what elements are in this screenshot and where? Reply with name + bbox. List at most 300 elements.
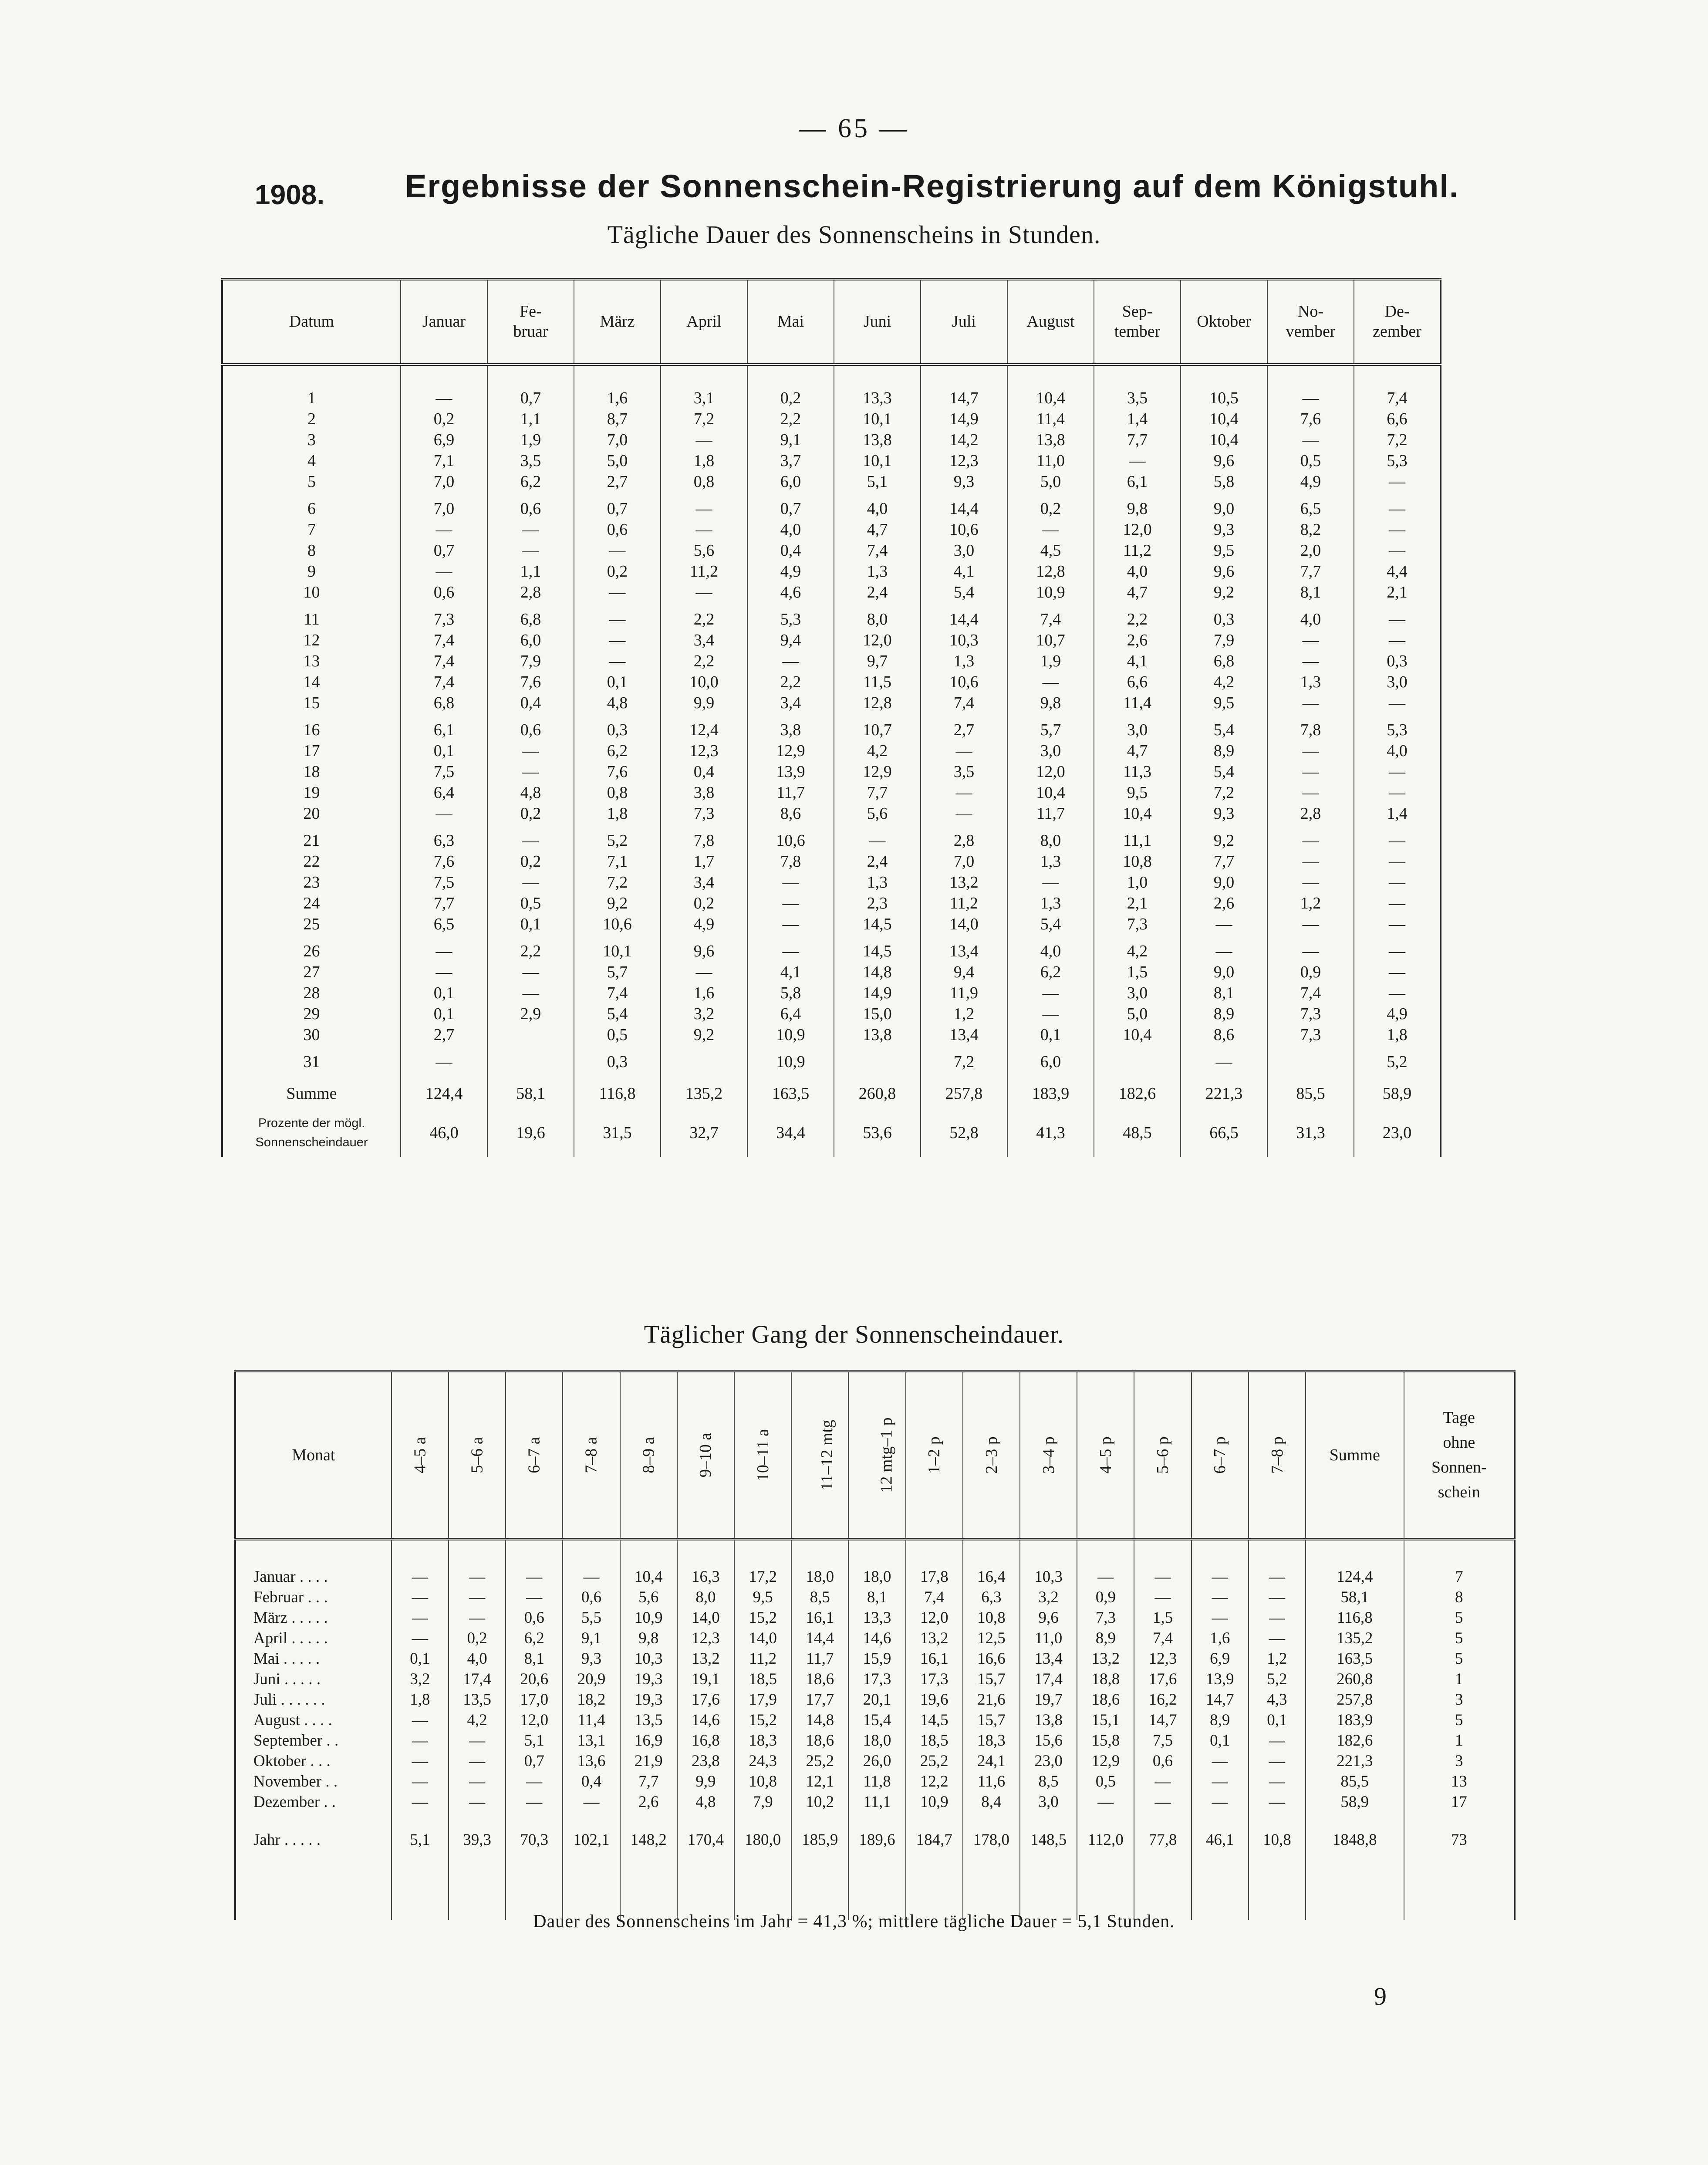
table-cell: 17,4 (1020, 1669, 1077, 1689)
table-cell: — (1354, 983, 1441, 1003)
table-cell: — (1249, 1771, 1306, 1792)
table-cell: 0,7 (747, 498, 834, 519)
table-cell: 9,6 (1181, 450, 1267, 471)
table-cell: 4,7 (1094, 740, 1181, 761)
table-cell: 13,8 (834, 429, 921, 450)
table-cell: 9,3 (921, 471, 1007, 492)
table-cell: 3,7 (747, 450, 834, 471)
table-cell: 9,6 (1020, 1608, 1077, 1628)
table-cell: 23,8 (677, 1751, 734, 1771)
table-cell: 4,8 (574, 692, 661, 713)
table-cell: — (487, 983, 574, 1003)
table-cell: 1,2 (1267, 893, 1354, 914)
table-cell: 6,8 (487, 609, 574, 630)
hour-label: 5–6 p (1154, 1436, 1172, 1474)
table-cell: 10,4 (1181, 429, 1267, 450)
month-label: Juni . . . . . (235, 1669, 392, 1689)
table-cell: 7,3 (1267, 1003, 1354, 1024)
table-cell: 2,2 (661, 651, 747, 672)
table-cell: 10,4 (1181, 409, 1267, 429)
table-cell: 39,3 (449, 1830, 506, 1850)
table-cell: 2,7 (574, 471, 661, 492)
percent-row (222, 1109, 1441, 1157)
table-row (235, 1587, 1515, 1608)
table-cell: 0,6 (506, 1608, 563, 1628)
table-cell: 11,4 (1007, 409, 1094, 429)
table-cell: 15,1 (1077, 1710, 1134, 1730)
table-cell: 13,2 (906, 1628, 963, 1648)
table-cell: — (1077, 1567, 1134, 1587)
table-cell: 0,1 (1007, 1024, 1094, 1045)
table-cell: 0,7 (401, 540, 487, 561)
col-header-hour (392, 1371, 449, 1539)
table-cell: 14,9 (834, 983, 921, 1003)
month-label: Dezember . . (235, 1792, 392, 1812)
table-cell: 7,9 (487, 651, 574, 672)
table-cell: 11,7 (747, 782, 834, 803)
table-cell: 13,5 (449, 1689, 506, 1710)
table-cell: 7,4 (1267, 983, 1354, 1003)
table-cell: — (392, 1587, 449, 1608)
table-cell: 3,0 (1094, 719, 1181, 740)
table-cell: 19,6 (906, 1689, 963, 1710)
table-cell: — (661, 519, 747, 540)
table-cell: — (1134, 1567, 1191, 1587)
table-cell: 16,1 (791, 1608, 848, 1628)
table-cell: 6,4 (401, 782, 487, 803)
table-cell: 15,8 (1077, 1730, 1134, 1751)
table-cell: 0,4 (487, 692, 574, 713)
table-cell: 10,6 (747, 830, 834, 851)
table-cell: — (661, 582, 747, 603)
table-cell: 12,9 (1077, 1751, 1134, 1771)
col-header-hour (1192, 1371, 1249, 1539)
table-cell: 9,4 (921, 962, 1007, 983)
table-cell: 9,8 (620, 1628, 677, 1648)
table-cell: — (921, 782, 1007, 803)
table-cell: 8,4 (963, 1792, 1020, 1812)
table-cell: 9,2 (574, 893, 661, 914)
table-cell: 7,2 (1354, 429, 1441, 450)
hour-label: 9–10 a (696, 1432, 715, 1478)
col-header-month: No- vember (1267, 279, 1354, 365)
table-cell: 178,0 (963, 1830, 1020, 1850)
table-cell: — (506, 1792, 563, 1812)
days-without-sun: 3 (1404, 1751, 1515, 1771)
table-cell: — (1181, 941, 1267, 962)
day-number: 3 (222, 429, 401, 450)
table-cell: 7,9 (734, 1792, 791, 1812)
table1-header-row (222, 279, 1441, 365)
row-sum: 163,5 (1306, 1648, 1404, 1669)
table-cell: 7,4 (401, 651, 487, 672)
month-label: April . . . . . (235, 1628, 392, 1648)
table-cell: 7,7 (834, 782, 921, 803)
table-cell: 1,6 (1192, 1628, 1249, 1648)
table-cell: 0,5 (574, 1024, 661, 1045)
table-cell: 12,3 (661, 740, 747, 761)
table-cell: 7,7 (1267, 561, 1354, 582)
table-cell: — (1192, 1751, 1249, 1771)
percent-cell: 52,8 (921, 1109, 1007, 1157)
table-cell: 8,0 (834, 609, 921, 630)
table-cell: 4,2 (834, 740, 921, 761)
row-sum: 221,3 (1306, 1751, 1404, 1771)
table-cell: 1,3 (834, 561, 921, 582)
table-row (222, 830, 1441, 851)
hour-label: 2–3 p (982, 1436, 1001, 1474)
days-without-sun: 8 (1404, 1587, 1515, 1608)
table-cell: 24,1 (963, 1751, 1020, 1771)
row-sum: 260,8 (1306, 1669, 1404, 1689)
table-cell: 6,9 (401, 429, 487, 450)
table-cell: 0,1 (487, 914, 574, 935)
table-cell: 10,8 (1094, 851, 1181, 872)
day-number: 26 (222, 941, 401, 962)
hour-label: 7–8 a (582, 1437, 601, 1473)
table-cell: 7,4 (1134, 1628, 1191, 1648)
table-cell: 2,2 (1094, 609, 1181, 630)
table-cell: — (1267, 388, 1354, 409)
table-cell: 18,0 (791, 1567, 848, 1587)
day-number: 28 (222, 983, 401, 1003)
table-cell: 16,6 (963, 1648, 1020, 1669)
table-cell: — (401, 561, 487, 582)
table-cell: — (1354, 893, 1441, 914)
table-cell: — (834, 830, 921, 851)
table-cell: — (1267, 872, 1354, 893)
table-cell: 4,9 (1354, 1003, 1441, 1024)
table-row (235, 1628, 1515, 1648)
table-cell: 6,0 (487, 630, 574, 651)
table-cell: 7,3 (661, 803, 747, 824)
days-without-sun: 5 (1404, 1648, 1515, 1669)
table-cell: 6,2 (1007, 962, 1094, 983)
table-cell: 12,3 (677, 1628, 734, 1648)
table-cell: 7,3 (1267, 1024, 1354, 1045)
table-cell: — (1354, 761, 1441, 782)
day-number: 29 (222, 1003, 401, 1024)
table-cell: 2,8 (921, 830, 1007, 851)
table-row (222, 540, 1441, 561)
table-cell: 10,9 (620, 1608, 677, 1628)
table-cell: 1,6 (661, 983, 747, 1003)
table-cell: — (1249, 1608, 1306, 1628)
table-cell: 12,3 (921, 450, 1007, 471)
table-cell: — (1267, 914, 1354, 935)
table-cell: 0,3 (1354, 651, 1441, 672)
table-row (222, 914, 1441, 935)
table-cell: 3,5 (1094, 388, 1181, 409)
day-number: 1 (222, 388, 401, 409)
table-cell: 7,6 (401, 851, 487, 872)
table-cell: — (747, 893, 834, 914)
table-cell: 11,7 (1007, 803, 1094, 824)
day-number: 12 (222, 630, 401, 651)
table-cell: 10,3 (620, 1648, 677, 1669)
table-cell: 10,6 (574, 914, 661, 935)
table-row (235, 1730, 1515, 1751)
table-cell: 13,6 (563, 1751, 620, 1771)
table-cell: 15,2 (734, 1710, 791, 1730)
table1-subtitle: Tägliche Dauer des Sonnenscheins in Stunden. (607, 220, 1101, 249)
table-cell: 5,7 (1007, 719, 1094, 740)
table-cell: 10,6 (921, 672, 1007, 692)
table-cell: — (747, 651, 834, 672)
table-cell: — (563, 1567, 620, 1587)
table-cell: 9,6 (661, 941, 747, 962)
table-row (222, 1051, 1441, 1072)
table-cell: 3,4 (747, 692, 834, 713)
table-cell: 3,0 (921, 540, 1007, 561)
table-cell: 2,1 (1094, 893, 1181, 914)
table-cell: — (392, 1567, 449, 1587)
table-cell: — (401, 1051, 487, 1072)
table-cell: — (574, 540, 661, 561)
table-cell: 189,6 (848, 1830, 905, 1850)
table-cell: — (487, 761, 574, 782)
table-cell: 2,7 (921, 719, 1007, 740)
table-cell: 15,4 (848, 1710, 905, 1730)
table-cell: 5,6 (661, 540, 747, 561)
table-cell: — (487, 519, 574, 540)
table-cell: 8,0 (677, 1587, 734, 1608)
table-cell: — (1267, 429, 1354, 450)
table-cell: 7,4 (401, 630, 487, 651)
table-cell: 7,8 (747, 851, 834, 872)
page-number: — 65 — (799, 114, 909, 143)
table-cell: 1,2 (1249, 1648, 1306, 1669)
table-cell: 0,2 (487, 803, 574, 824)
table-cell: 0,5 (1077, 1771, 1134, 1792)
day-number: 5 (222, 471, 401, 492)
table-cell (834, 1051, 921, 1072)
table-cell: — (1354, 471, 1441, 492)
table-cell: 6,9 (1192, 1648, 1249, 1669)
col-header-month: Juli (921, 279, 1007, 365)
table-cell: — (574, 630, 661, 651)
hour-label: 5–6 a (468, 1437, 486, 1473)
day-number: 13 (222, 651, 401, 672)
table-cell: 10,4 (1007, 782, 1094, 803)
table-cell: — (487, 740, 574, 761)
table-cell: 0,2 (401, 409, 487, 429)
table-row (222, 803, 1441, 824)
table-cell: 11,0 (1007, 450, 1094, 471)
table-cell: — (449, 1730, 506, 1751)
table-cell: 10,7 (834, 719, 921, 740)
table-cell: 4,1 (1094, 651, 1181, 672)
table-cell: 10,1 (574, 941, 661, 962)
table-cell: 5,8 (1181, 471, 1267, 492)
table-cell: 17,2 (734, 1567, 791, 1587)
spacer-row (222, 1072, 1441, 1078)
percent-cell: 34,4 (747, 1109, 834, 1157)
table-cell: 5,7 (574, 962, 661, 983)
table-cell: 70,3 (506, 1830, 563, 1850)
table-cell: 0,5 (1267, 450, 1354, 471)
table-cell: — (392, 1628, 449, 1648)
table-cell: — (1354, 830, 1441, 851)
table-cell: 0,6 (487, 498, 574, 519)
table-cell: 9,2 (1181, 582, 1267, 603)
table-cell: 77,8 (1134, 1830, 1191, 1850)
table-cell: 1,3 (834, 872, 921, 893)
table-cell: 148,5 (1020, 1830, 1077, 1850)
table-cell: 148,2 (620, 1830, 677, 1850)
table-cell: — (392, 1730, 449, 1751)
spacer-row (222, 1045, 1441, 1051)
table-cell: 9,5 (1181, 692, 1267, 713)
table-cell: 4,7 (834, 519, 921, 540)
day-number: 27 (222, 962, 401, 983)
table-cell: 8,0 (1007, 830, 1094, 851)
table-cell: — (1249, 1730, 1306, 1751)
table-cell: 9,3 (1181, 803, 1267, 824)
table-cell (1267, 1051, 1354, 1072)
table-cell: — (401, 962, 487, 983)
table-cell: — (487, 872, 574, 893)
spacer-row (222, 365, 1441, 388)
table-cell: 12,5 (963, 1628, 1020, 1648)
table-cell: 9,2 (1181, 830, 1267, 851)
table-cell: 16,4 (963, 1567, 1020, 1587)
table-cell: 7,9 (1181, 630, 1267, 651)
table-cell: 3,2 (1020, 1587, 1077, 1608)
table-cell: 14,7 (1192, 1689, 1249, 1710)
table-cell: 11,2 (921, 893, 1007, 914)
year-label: 1908. (255, 179, 325, 210)
table-cell: — (1267, 830, 1354, 851)
table-cell: — (506, 1567, 563, 1587)
table-cell: 7,3 (1077, 1608, 1134, 1628)
days-without-sun: 5 (1404, 1608, 1515, 1628)
table-cell: 12,9 (834, 761, 921, 782)
col-header-hour (906, 1371, 963, 1539)
table-cell: — (449, 1771, 506, 1792)
table-cell: — (487, 830, 574, 851)
table-cell: 7,6 (574, 761, 661, 782)
table-cell: 7,4 (834, 540, 921, 561)
sum-cell: 257,8 (921, 1078, 1007, 1109)
table-cell: 7,8 (661, 830, 747, 851)
table-cell: 12,0 (906, 1608, 963, 1628)
table-cell: — (747, 941, 834, 962)
spacer-row (235, 1812, 1515, 1830)
sum-cell: 124,4 (401, 1078, 487, 1109)
table-cell: 6,3 (401, 830, 487, 851)
table-cell: 9,9 (661, 692, 747, 713)
sum-cell: 221,3 (1181, 1078, 1267, 1109)
table-cell: 19,3 (620, 1669, 677, 1689)
table-row (235, 1751, 1515, 1771)
table-row (222, 782, 1441, 803)
table-cell: — (921, 803, 1007, 824)
table-row (222, 388, 1441, 409)
col-header-month: Fe- bruar (487, 279, 574, 365)
spacer-row (222, 713, 1441, 719)
table-cell: 2,2 (747, 409, 834, 429)
day-number: 20 (222, 803, 401, 824)
row-sum: 85,5 (1306, 1771, 1404, 1792)
col-header-month: Monat (235, 1371, 392, 1539)
table-cell: 18,6 (791, 1730, 848, 1751)
table-cell: 185,9 (791, 1830, 848, 1850)
table-cell: 11,1 (848, 1792, 905, 1812)
table-cell: 170,4 (677, 1830, 734, 1850)
day-number: 19 (222, 782, 401, 803)
day-number: 7 (222, 519, 401, 540)
table-cell: — (661, 429, 747, 450)
row-sum: 257,8 (1306, 1689, 1404, 1710)
sum-cell: 163,5 (747, 1078, 834, 1109)
table-row (222, 471, 1441, 492)
table-cell: 3,5 (487, 450, 574, 471)
table-cell: 10,4 (620, 1567, 677, 1587)
table-cell: — (392, 1751, 449, 1771)
table-cell: 11,2 (734, 1648, 791, 1669)
table-cell: 1,8 (574, 803, 661, 824)
table-cell: 5,1 (506, 1730, 563, 1751)
hour-label: 12 mtg–1 p (877, 1417, 896, 1493)
table-cell: 15,9 (848, 1648, 905, 1669)
table-cell: — (1354, 872, 1441, 893)
day-number: 31 (222, 1051, 401, 1072)
table-cell: 12,0 (1094, 519, 1181, 540)
day-number: 25 (222, 914, 401, 935)
table-cell: — (1192, 1792, 1249, 1812)
table-cell: 14,5 (834, 914, 921, 935)
table-cell: 13,4 (921, 941, 1007, 962)
table-cell: — (1249, 1587, 1306, 1608)
table-cell: 8,6 (747, 803, 834, 824)
table-row (235, 1648, 1515, 1669)
table-cell: 2,2 (747, 672, 834, 692)
row-sum: 183,9 (1306, 1710, 1404, 1730)
table-cell: 0,6 (574, 519, 661, 540)
table-cell: 7,0 (401, 498, 487, 519)
table-cell: 7,4 (1007, 609, 1094, 630)
hour-label: 3–4 p (1039, 1436, 1058, 1474)
table-cell: 7,1 (574, 851, 661, 872)
day-number: 24 (222, 893, 401, 914)
table-cell: 0,2 (1007, 498, 1094, 519)
table-cell: 15,7 (963, 1710, 1020, 1730)
table-cell: 6,3 (963, 1587, 1020, 1608)
row-sum: 124,4 (1306, 1567, 1404, 1587)
days-without-sun: 73 (1404, 1830, 1515, 1850)
table-cell: 8,1 (848, 1587, 905, 1608)
table-cell: 7,5 (401, 872, 487, 893)
table-cell: — (401, 803, 487, 824)
table-cell: 13,3 (834, 388, 921, 409)
table-cell: 4,8 (487, 782, 574, 803)
table-cell: 0,1 (392, 1648, 449, 1669)
table-cell: — (1354, 609, 1441, 630)
table-cell: 0,3 (574, 719, 661, 740)
percent-cell: 31,5 (574, 1109, 661, 1157)
table-cell: 6,1 (401, 719, 487, 740)
col-header-hour (963, 1371, 1020, 1539)
table-cell: 1,0 (1094, 872, 1181, 893)
day-number: 9 (222, 561, 401, 582)
table-cell: — (1134, 1587, 1191, 1608)
table-cell: 7,4 (1354, 388, 1441, 409)
table-cell: 13,3 (848, 1608, 905, 1628)
table-cell: 18,5 (906, 1730, 963, 1751)
table-cell: 17,7 (791, 1689, 848, 1710)
table-cell: 10,4 (1094, 1024, 1181, 1045)
